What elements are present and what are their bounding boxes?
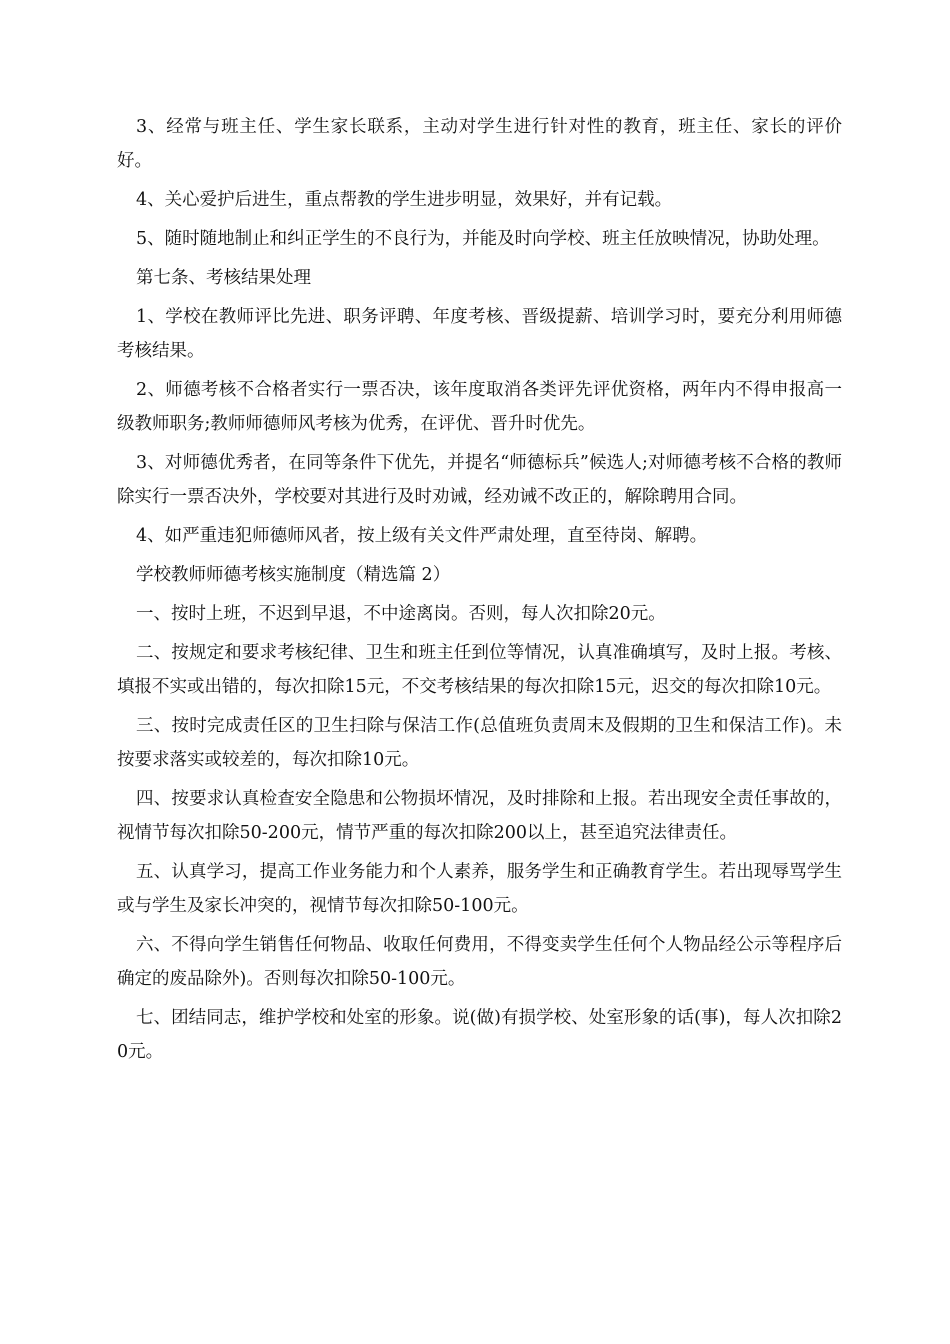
section-heading-article-7: 第七条、考核结果处理	[136, 268, 311, 288]
paragraph-13: 四、按要求认真检查安全隐患和公物损坏情况，及时排除和上报。若出现安全责任事故的，视情节每次扣除50-200元，情节严重的每次扣除200以上，甚至追究法律责任。	[117, 789, 842, 843]
paragraph-1: 3、经常与班主任、学生家长联系，主动对学生进行针对性的教育，班主任、家长的评价好。	[117, 117, 842, 171]
section-heading-part-2: 学校教师师德考核实施制度（精选篇 2）	[136, 565, 451, 585]
paragraph-10: 一、按时上班，不迟到早退，不中途离岗。否则，每人次扣除20元。	[136, 604, 666, 624]
paragraph-8: 4、如严重违犯师德师风者，按上级有关文件严肃处理，直至待岗、解聘。	[136, 526, 708, 546]
paragraph-14: 五、认真学习，提高工作业务能力和个人素养，服务学生和正确教育学生。若出现辱骂学生或与学生及家长冲突的，视情节每次扣除50-100元。	[117, 862, 842, 916]
document-body	[117, 110, 842, 1069]
paragraph-16: 七、团结同志，维护学校和处室的形象。说(做)有损学校、处室形象的话(事)，每人次扣除20元。	[117, 1008, 842, 1062]
paragraph-2: 4、关心爱护后进生，重点帮教的学生进步明显，效果好，并有记载。	[136, 190, 673, 210]
paragraph-3: 5、随时随地制止和纠正学生的不良行为，并能及时向学校、班主任放映情况，协助处理。	[136, 229, 830, 249]
paragraph-15: 六、不得向学生销售任何物品、收取任何费用，不得变卖学生任何个人物品经公示等程序后确定的废品除外)。否则每次扣除50-100元。	[117, 935, 842, 989]
paragraph-11: 二、按规定和要求考核纪律、卫生和班主任到位等情况，认真准确填写，及时上报。考核、填报不实或出错的，每次扣除15元，不交考核结果的每次扣除15元，迟交的每次扣除10元。	[117, 643, 842, 697]
paragraph-6: 2、师德考核不合格者实行一票否决，该年度取消各类评先评优资格，两年内不得申报高一级教师职务;教师师德师风考核为优秀，在评优、晋升时优先。	[117, 380, 842, 434]
paragraph-5: 1、学校在教师评比先进、职务评聘、年度考核、晋级提薪、培训学习时，要充分利用师德考核结果。	[117, 307, 842, 361]
paragraph-12: 三、按时完成责任区的卫生扫除与保洁工作(总值班负责周末及假期的卫生和保洁工作)。未按要求落实或较差的，每次扣除10元。	[117, 716, 842, 770]
paragraph-7: 3、对师德优秀者，在同等条件下优先，并提名“师德标兵”候选人;对师德考核不合格的教师除实行一票否决外，学校要对其进行及时劝诫，经劝诫不改正的，解除聘用合同。	[117, 453, 842, 507]
